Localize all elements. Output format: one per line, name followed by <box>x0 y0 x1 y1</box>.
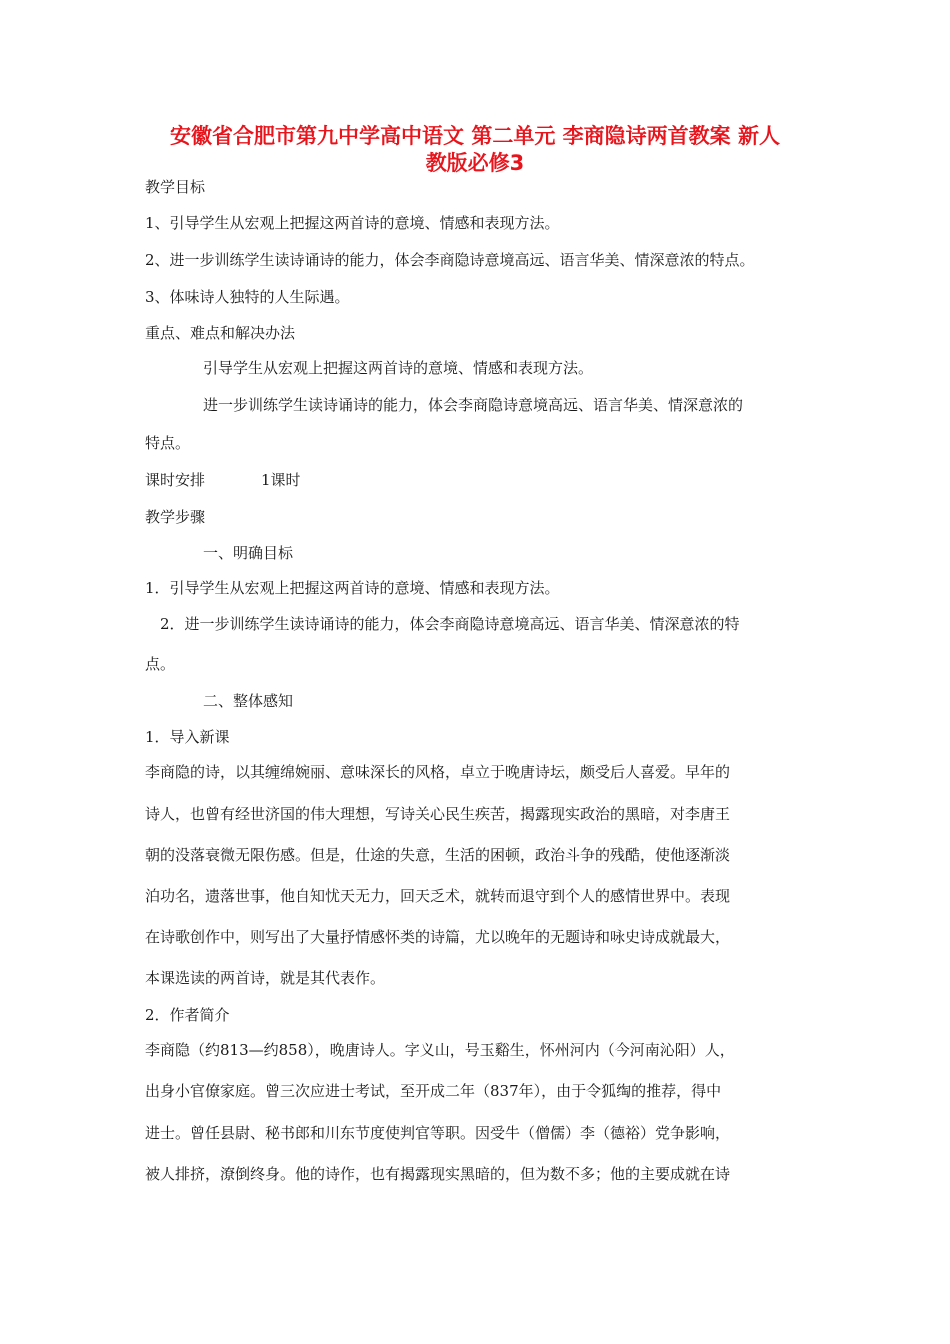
step-1-item-2: 2．进一步训练学生读诗诵诗的能力，体会李商隐诗意境高远、语言华美、情深意浓的特 <box>160 615 740 633</box>
intro-paragraph-line-1: 李商隐的诗，以其缠绵婉丽、意味深长的风格，卓立于晚唐诗坛，颇受后人喜爱。早年的 <box>145 763 731 781</box>
author-paragraph-line-4: 被人排挤，潦倒终身。他的诗作，也有揭露现实黑暗的，但为数不多；他的主要成就在诗 <box>145 1165 731 1183</box>
author-paragraph-line-2: 出身小官僚家庭。曾三次应进士考试，至开成二年（837年），由于令狐绹的推荐，得中 <box>145 1082 722 1100</box>
key-point-2-continued: 特点。 <box>145 434 191 452</box>
author-paragraph-line-3: 进士。曾任县尉、秘书郎和川东节度使判官等职。因受牛（僧儒）李（德裕）党争影响， <box>145 1124 731 1142</box>
intro-paragraph-line-6: 本课选读的两首诗，就是其代表作。 <box>145 969 386 987</box>
section-heading-key-points: 重点、难点和解决办法 <box>145 324 296 342</box>
author-paragraph-line-1: 李商隐（约813—约858），晚唐诗人。字义山，号玉谿生，怀州河内（今河南沁阳）人， <box>145 1041 735 1059</box>
schedule-label: 课时安排 <box>145 471 206 489</box>
key-point-2: 进一步训练学生读诗诵诗的能力，体会李商隐诗意境高远、语言华美、情深意浓的 <box>203 396 744 414</box>
schedule-value: 1课时 <box>261 471 301 489</box>
intro-paragraph-line-2: 诗人，也曾有经世济国的伟大理想，写诗关心民生疾苦，揭露现实政治的黑暗，对李唐王 <box>145 805 731 823</box>
subheading-author: 2．作者简介 <box>145 1006 230 1024</box>
document-title-line-1: 安徽省合肥市第九中学高中语文 第二单元 李商隐诗两首教案 新人 <box>170 124 780 148</box>
subheading-intro: 1．导入新课 <box>145 728 230 746</box>
step-heading-1: 一、明确目标 <box>203 544 294 562</box>
objective-1: 1、引导学生从宏观上把握这两首诗的意境、情感和表现方法。 <box>145 214 560 232</box>
objective-3: 3、体味诗人独特的人生际遇。 <box>145 288 350 306</box>
step-1-item-1: 1．引导学生从宏观上把握这两首诗的意境、情感和表现方法。 <box>145 579 560 597</box>
document-title-line-2: 教版必修3 <box>425 151 525 175</box>
section-heading-steps: 教学步骤 <box>145 508 206 526</box>
key-point-1: 引导学生从宏观上把握这两首诗的意境、情感和表现方法。 <box>203 359 594 377</box>
intro-paragraph-line-3: 朝的没落衰微无限伤感。但是，仕途的失意，生活的困顿，政治斗争的残酷，使他逐渐淡 <box>145 846 731 864</box>
section-heading-objectives: 教学目标 <box>145 178 206 196</box>
schedule-line <box>145 470 301 490</box>
step-heading-2: 二、整体感知 <box>203 692 294 710</box>
objective-2: 2、进一步训练学生读诗诵诗的能力，体会李商隐诗意境高远、语言华美、情深意浓的特点。 <box>145 251 755 269</box>
step-1-item-2-continued: 点。 <box>145 655 176 673</box>
intro-paragraph-line-4: 泊功名，遗落世事，他自知忧天无力，回天乏术，就转而退守到个人的感情世界中。表现 <box>145 887 731 905</box>
intro-paragraph-line-5: 在诗歌创作中，则写出了大量抒情感怀类的诗篇，尤以晚年的无题诗和咏史诗成就最大， <box>145 928 731 946</box>
